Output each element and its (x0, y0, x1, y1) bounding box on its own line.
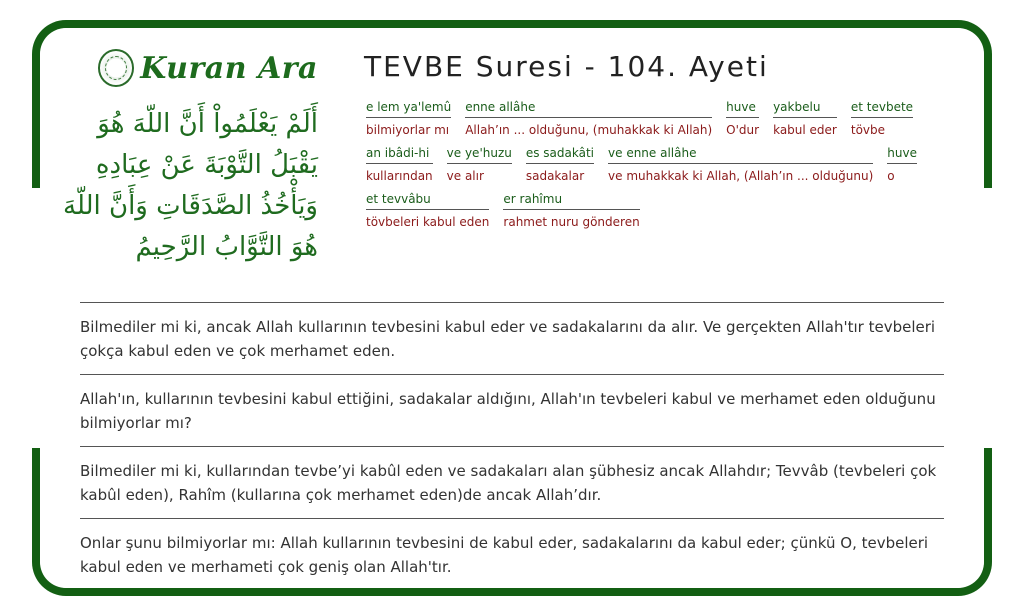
word-item[interactable] (445, 146, 514, 183)
logo-text: Kuran Ara (140, 50, 318, 86)
word-transliteration: ve ye'huzu (447, 146, 512, 164)
word-item[interactable] (364, 146, 435, 183)
word-transliteration: huve (887, 146, 917, 164)
word-item[interactable] (463, 100, 714, 137)
word-item[interactable] (364, 192, 491, 229)
word-transliteration: enne allâhe (465, 100, 712, 118)
word-by-word-list (364, 100, 924, 229)
word-meaning: kullarından (366, 169, 433, 183)
translation-item: Bilmediler mi ki, ancak Allah kullarının tevbesini kabul eder ve sadakalarını da alır. Ve gerçekten Allah'tır tevbeleri çokça kabul eden ve çok merhamet eden. (80, 302, 944, 374)
word-transliteration: er rahîmu (503, 192, 639, 210)
translation-item: Allah'ın, kullarının tevbesini kabul ettiğini, sadakalar aldığını, Allah'ın tevbeleri kabul ve merhamet eden olduğunu bilmiyorlar mı? (80, 374, 944, 446)
word-transliteration: et tevvâbu (366, 192, 489, 210)
word-transliteration: yakbelu (773, 100, 837, 118)
word-meaning: sadakalar (525, 169, 585, 183)
word-transliteration: huve (726, 100, 759, 118)
page-title: TEVBE Suresi - 104. Ayeti (364, 50, 769, 83)
translation-item: Bilmediler mi ki, kullarından tevbe’yi kabûl eden ve sadakaları alan şübhesiz ancak Allahdır; Tevvâb (tevbeleri çok kabûl eden), Rahîm (kullarına çok merhamet eden)de ancak Allah’dır. (80, 446, 944, 518)
arabic-verse: أَلَمْ يَعْلَمُواْ أَنَّ اللّهَ هُوَ يَقْبَلُ التَّوْبَةَ عَنْ عِبَادِهِ وَيَأْخُذُ الصَّدَقَاتِ وَأَنَّ اللّهَ هُوَ التَّوَّابُ الرَّحِيمُ (63, 109, 318, 262)
word-item[interactable] (885, 146, 919, 183)
word-meaning: tövbeleri kabul eden (366, 215, 490, 229)
word-item[interactable] (364, 100, 453, 137)
word-meaning: o (887, 169, 895, 183)
word-meaning: bilmiyorlar mı (366, 123, 450, 137)
word-meaning: rahmet nuru gönderen (503, 215, 640, 229)
word-transliteration: et tevbete (851, 100, 913, 118)
word-item[interactable] (606, 146, 875, 183)
word-transliteration: e lem ya'lemû (366, 100, 451, 118)
word-item[interactable] (501, 192, 641, 229)
quran-seal-icon (98, 49, 134, 87)
word-meaning: tövbe (850, 123, 886, 137)
word-item[interactable] (524, 146, 596, 183)
word-item[interactable] (724, 100, 761, 137)
word-meaning: ve alır (446, 169, 484, 183)
word-transliteration: ve enne allâhe (608, 146, 873, 164)
word-meaning: Allah’ın ... olduğunu, (muhakkak ki Allah) (465, 123, 713, 137)
site-logo[interactable] (98, 46, 318, 90)
word-meaning: O'dur (726, 123, 760, 137)
translation-item: Onlar şunu bilmiyorlar mı: Allah kullarının tevbesini de kabul eder, sadakalarını da kabul eder; çünkü O, tevbeleri kabul eden ve merhameti çok geniş olan Allah'tır. (80, 518, 944, 590)
word-meaning: kabul eder (773, 123, 837, 137)
translations-list (80, 302, 944, 590)
word-meaning: ve muhakkak ki Allah, (Allah’ın ... olduğunu) (608, 169, 874, 183)
word-transliteration: an ibâdi-hi (366, 146, 433, 164)
word-transliteration: es sadakâti (526, 146, 594, 164)
word-item[interactable] (771, 100, 839, 137)
word-item[interactable] (849, 100, 915, 137)
